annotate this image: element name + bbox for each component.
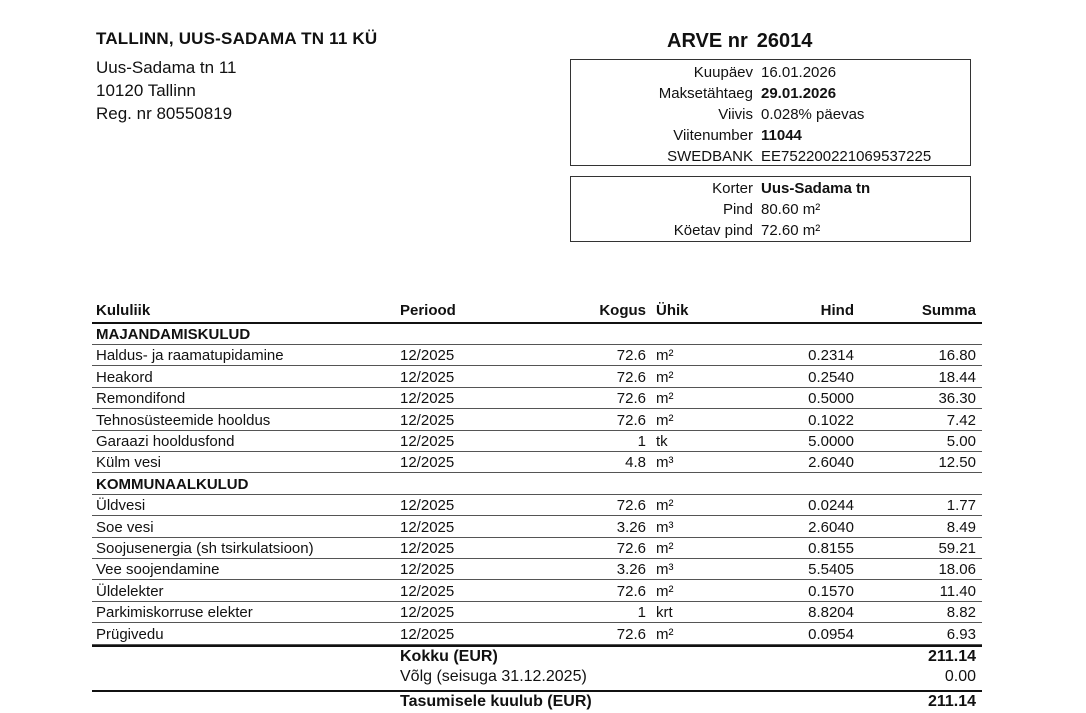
section-title: MAJANDAMISKULUD xyxy=(96,326,251,343)
cell-unit: m² xyxy=(656,347,674,365)
cell-sum: 16.80 xyxy=(938,347,976,365)
cell-item: Soojusenergia (sh tsirkulatsioon) xyxy=(96,540,314,557)
cell-price: 0.2540 xyxy=(808,368,854,386)
total-row xyxy=(92,646,982,668)
cell-item: Üldvesi xyxy=(96,497,146,515)
cell-period: 12/2025 xyxy=(400,561,455,579)
invoice-title-label: ARVE nr xyxy=(667,30,748,52)
header-price: Hind xyxy=(820,302,854,319)
table-row xyxy=(92,624,982,645)
apartment-details-box xyxy=(570,176,971,242)
cell-quantity: 72.6 xyxy=(616,368,646,386)
amount-due-label: Tasumisele kuulub (EUR) xyxy=(400,693,592,710)
table-row xyxy=(92,581,982,602)
header-unit: Ühik xyxy=(656,302,689,319)
cell-quantity: 72.6 xyxy=(616,390,646,408)
cell-item: Vee soojendamine xyxy=(96,561,220,579)
table-header xyxy=(92,302,982,322)
cell-quantity: 72.6 xyxy=(616,625,646,643)
detail-value: 11044 xyxy=(761,127,802,144)
detail-label: Viivis xyxy=(718,106,753,123)
section-header xyxy=(92,324,982,345)
debt-value: 0.00 xyxy=(944,668,976,685)
cell-sum: 8.49 xyxy=(946,518,976,536)
cell-price: 0.8155 xyxy=(808,540,854,557)
cell-price: 2.6040 xyxy=(808,518,854,536)
cell-item: Üldelekter xyxy=(96,582,164,600)
cell-period: 12/2025 xyxy=(400,518,455,536)
cell-quantity: 3.26 xyxy=(616,561,646,579)
table-row xyxy=(92,517,982,538)
cell-sum: 59.21 xyxy=(938,540,976,557)
table-row xyxy=(92,495,982,516)
cell-sum: 18.44 xyxy=(938,368,976,386)
header-sum: Summa xyxy=(921,302,976,319)
cell-quantity: 72.6 xyxy=(616,347,646,365)
detail-value: EE752200221069537225 xyxy=(761,148,932,165)
cell-quantity: 1 xyxy=(637,604,646,622)
cell-price: 5.0000 xyxy=(808,433,854,450)
debt-label: Võlg (seisuga 31.12.2025) xyxy=(400,668,587,685)
header-quantity: Kogus xyxy=(599,302,646,319)
cell-price: 0.2314 xyxy=(808,347,854,365)
table-row xyxy=(92,431,982,452)
detail-label: Pind xyxy=(722,201,753,218)
header-period: Periood xyxy=(400,302,456,319)
total-value: 211.14 xyxy=(927,648,976,665)
cell-unit: krt xyxy=(656,604,673,622)
cell-quantity: 72.6 xyxy=(616,540,646,557)
cell-price: 0.0954 xyxy=(808,625,854,643)
cell-sum: 6.93 xyxy=(946,625,976,643)
cell-unit: m² xyxy=(656,390,674,408)
cell-quantity: 72.6 xyxy=(616,411,646,429)
table-row xyxy=(92,602,982,623)
cell-sum: 11.40 xyxy=(939,582,976,600)
detail-value: 16.01.2026 xyxy=(761,64,837,81)
detail-value: Uus-Sadama tn xyxy=(761,180,871,197)
section-header xyxy=(92,474,982,495)
amount-due-value: 211.14 xyxy=(927,693,976,710)
table-row xyxy=(92,538,982,559)
cell-item: Parkimiskorruse elekter xyxy=(96,604,253,622)
cell-price: 8.8204 xyxy=(808,604,854,622)
section-title: KOMMUNAALKULUD xyxy=(96,475,249,493)
detail-value: 0.028% päevas xyxy=(761,106,865,123)
cell-period: 12/2025 xyxy=(400,390,455,408)
organization-name: TALLINN, UUS-SADAMA TN 11 KÜ xyxy=(96,29,378,48)
total-label: Kokku (EUR) xyxy=(400,648,498,665)
detail-label: Kuupäev xyxy=(693,64,753,81)
table-row xyxy=(92,559,982,580)
table-row xyxy=(92,345,982,366)
cell-item: Remondifond xyxy=(96,390,186,408)
cell-item: Külm vesi xyxy=(96,454,162,472)
cell-unit: m² xyxy=(656,368,674,386)
organization-registry-number: Reg. nr 80550819 xyxy=(96,104,233,123)
cell-unit: m² xyxy=(656,540,674,557)
cell-sum: 1.77 xyxy=(946,497,976,515)
cell-unit: tk xyxy=(656,433,668,450)
cell-period: 12/2025 xyxy=(400,347,455,365)
cell-price: 0.0244 xyxy=(808,497,854,515)
cell-unit: m² xyxy=(656,625,674,643)
cell-item: Heakord xyxy=(96,368,153,386)
cell-period: 12/2025 xyxy=(400,368,455,386)
invoice-title xyxy=(667,30,812,53)
cell-sum: 5.00 xyxy=(946,433,976,450)
cell-period: 12/2025 xyxy=(400,433,455,450)
cell-item: Haldus- ja raamatupidamine xyxy=(96,347,284,365)
cell-period: 12/2025 xyxy=(400,454,455,472)
cell-sum: 8.82 xyxy=(946,604,976,622)
header-item: Kululiik xyxy=(96,302,151,319)
cell-item: Garaazi hooldusfond xyxy=(96,433,235,450)
invoice-number: 26014 xyxy=(756,30,813,52)
table-row xyxy=(92,388,982,409)
cell-item: Prügivedu xyxy=(96,625,164,643)
cell-item: Soe vesi xyxy=(96,518,154,536)
cell-price: 0.5000 xyxy=(808,390,854,408)
cell-price: 0.1022 xyxy=(808,411,854,429)
cell-price: 0.1570 xyxy=(808,582,854,600)
cell-unit: m³ xyxy=(656,518,674,536)
cell-price: 5.5405 xyxy=(808,561,854,579)
cell-quantity: 1 xyxy=(637,433,646,450)
cell-unit: m² xyxy=(656,582,674,600)
organization-address-line1: Uus-Sadama tn 11 xyxy=(96,58,237,77)
cell-period: 12/2025 xyxy=(400,497,455,515)
cell-period: 12/2025 xyxy=(400,411,455,429)
detail-value: 72.60 m² xyxy=(761,222,821,239)
amount-due-row xyxy=(92,691,982,713)
invoice-details-box xyxy=(570,59,971,166)
cell-unit: m² xyxy=(656,411,674,429)
cell-period: 12/2025 xyxy=(400,625,455,643)
detail-label: Maksetähtaeg xyxy=(658,85,753,102)
cell-quantity: 4.8 xyxy=(625,454,646,472)
detail-value: 80.60 m² xyxy=(761,201,821,218)
detail-label: Korter xyxy=(712,180,753,197)
cell-quantity: 3.26 xyxy=(616,518,646,536)
detail-label: Köetav pind xyxy=(673,222,753,239)
cell-period: 12/2025 xyxy=(400,604,455,622)
organization-address-line2: 10120 Tallinn xyxy=(96,81,196,100)
cell-quantity: 72.6 xyxy=(616,582,646,600)
cell-item: Tehnosüsteemide hooldus xyxy=(96,411,271,429)
detail-value: 29.01.2026 xyxy=(761,85,837,102)
table-row xyxy=(92,410,982,431)
cell-unit: m² xyxy=(656,497,674,515)
cell-unit: m³ xyxy=(656,454,674,472)
detail-label: SWEDBANK xyxy=(667,148,753,165)
cell-period: 12/2025 xyxy=(400,540,455,557)
cell-sum: 36.30 xyxy=(938,390,976,408)
table-row xyxy=(92,452,982,473)
cell-sum: 12.50 xyxy=(938,454,976,472)
cell-unit: m³ xyxy=(656,561,674,579)
debt-row xyxy=(92,666,982,688)
cell-sum: 7.42 xyxy=(946,411,976,429)
cell-price: 2.6040 xyxy=(808,454,854,472)
cell-period: 12/2025 xyxy=(400,582,455,600)
table-row xyxy=(92,367,982,388)
totals-block xyxy=(92,646,982,710)
cell-quantity: 72.6 xyxy=(616,497,646,515)
detail-label: Viitenumber xyxy=(673,127,753,144)
cell-sum: 18.06 xyxy=(938,561,976,579)
